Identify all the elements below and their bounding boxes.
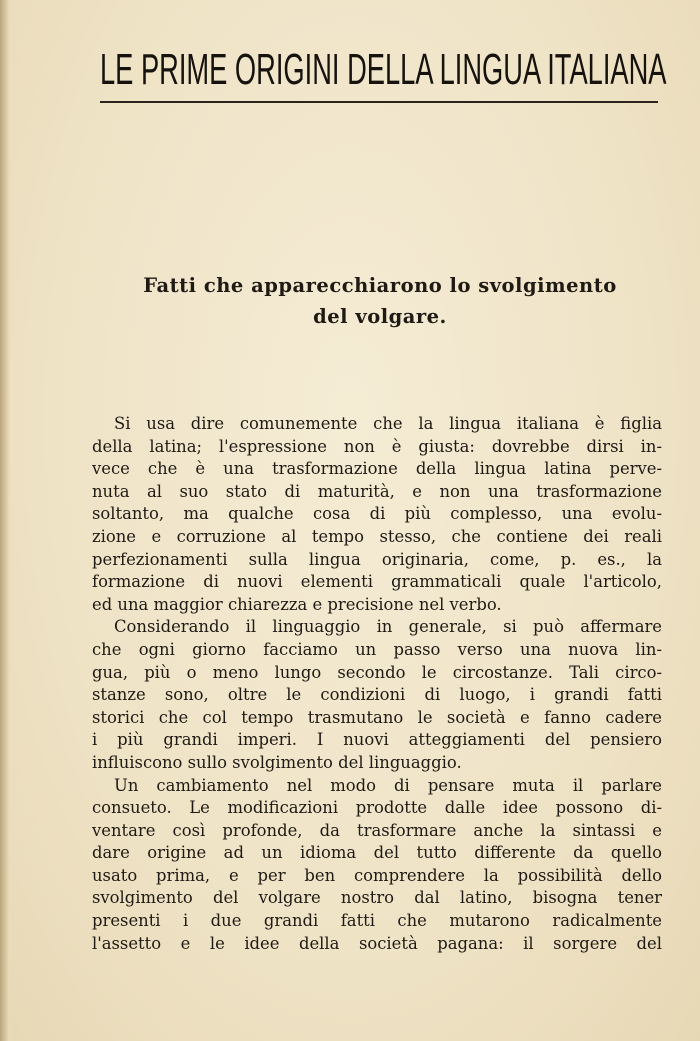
text-line: storici che col tempo trasmutano le società e fanno cadere: [92, 707, 662, 727]
text-line: della latina; l'espressione non è giusta: dovrebbe dirsi in-: [92, 436, 662, 456]
section-heading-line: Fatti che apparecchiarono lo svolgimento: [143, 274, 617, 297]
text-line: dare origine ad un idioma del tutto differente da quello: [92, 843, 662, 863]
text-line: ventare così profonde, da trasformare anche la sintassi e: [92, 820, 662, 840]
text-line: stanze sono, oltre le condizioni di luogo, i grandi fatti: [92, 685, 662, 705]
text-line: i più grandi imperi. I nuovi atteggiamenti del pensiero: [92, 730, 662, 750]
paragraph: [92, 775, 662, 956]
text-line: influiscono sullo svolgimento del linguaggio.: [92, 752, 462, 772]
text-line: presenti i due grandi fatti che mutarono radicalmente: [92, 911, 662, 931]
text-line: perfezionamenti sulla lingua originaria, come, p. es., la: [92, 549, 662, 569]
text-line: soltanto, ma qualche cosa di più complesso, una evolu-: [92, 504, 662, 524]
running-header-title: LE PRIME ORIGINI DELLA LINGUA ITALIANA: [100, 45, 667, 94]
text-line: Si usa dire comunemente che la lingua italiana è figlia: [114, 414, 662, 433]
text-line: vece che è una trasformazione della lingua latina perve-: [92, 459, 662, 479]
text-line: consueto. Le modificazioni prodotte dalle idee possono di-: [92, 798, 662, 818]
text-line: ed una maggior chiarezza e precisione nel verbo.: [92, 594, 502, 614]
section-heading: [90, 270, 670, 332]
text-line: che ogni giorno facciamo un passo verso una nuova lin-: [92, 639, 662, 659]
text-line: Un cambiamento nel modo di pensare muta il parlare: [114, 775, 662, 795]
body-text: [92, 413, 662, 955]
text-line: zione e corruzione al tempo stesso, che contiene dei reali: [92, 526, 662, 546]
text-line: usato prima, e per ben comprendere la possibilità dello: [92, 865, 662, 885]
header-rule: [100, 101, 658, 103]
page-spine-shadow: [0, 0, 10, 1041]
section-heading-line: del volgare.: [313, 305, 447, 328]
text-line: formazione di nuovi elementi grammaticali quale l'articolo,: [92, 572, 662, 592]
text-line: nuta al suo stato di maturità, e non una trasformazione: [92, 481, 662, 501]
text-line: l'assetto e le idee della società pagana: il sorgere del: [92, 933, 662, 953]
paragraph: [92, 616, 662, 774]
text-line: gua, più o meno lungo secondo le circostanze. Tali circo-: [92, 662, 662, 682]
text-line: svolgimento del volgare nostro dal latino, bisogna tener: [92, 888, 662, 908]
text-line: Considerando il linguaggio in generale, si può affermare: [114, 617, 662, 637]
paragraph: [92, 413, 662, 616]
